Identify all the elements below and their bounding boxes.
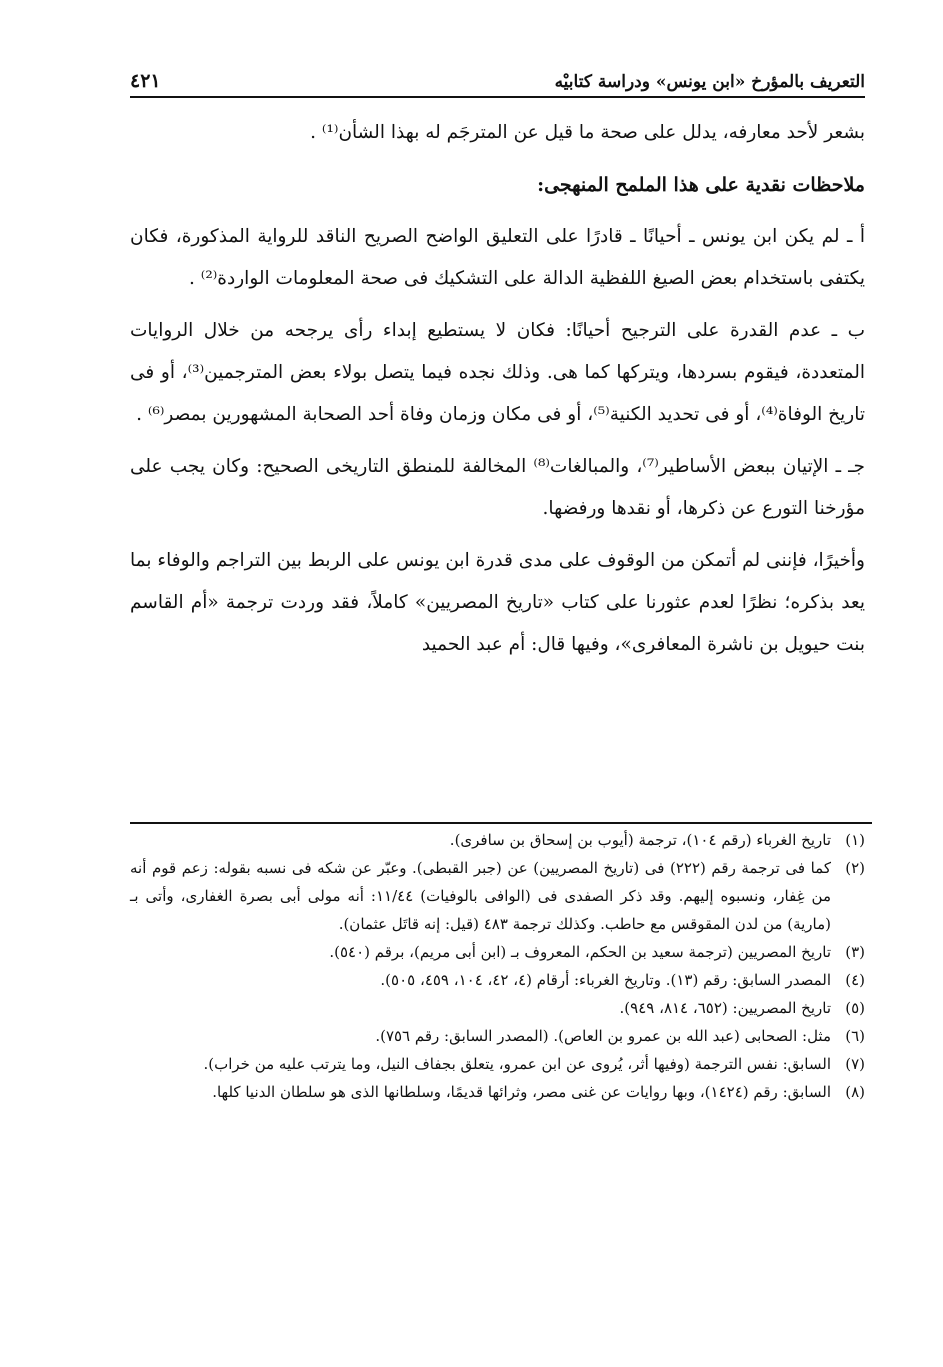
footnote-number: (٢) [845,859,865,877]
paragraph-continuation: بشعر لأحد معارفه، يدلل على صحة ما قيل عن المترجَم له بهذا الشأن⁽¹⁾ . [310,122,865,143]
footnote-text: المصدر السابق: رقم (١٣). وتاريخ الغرباء: أرقام (٤، ٤٢، ١٠٤، ٤٥٩، ٥٠٥). [380,971,831,989]
footnote-text: السابق: نفس الترجمة (وفيها أثر، يُروى عن ابن عمرو، يتعلق بجفاف النيل، وما يترتب عليه من خراب). [203,1055,831,1073]
footnote-number: (٧) [845,1055,865,1073]
footnotes [130,826,865,1106]
footnote-text: السابق: رقم (١٤٢٤)، وبها روايات عن غنى مصر، وثرائها قديمًا، وسلطانها الذى هو سلطان الدنيا كلها. [212,1083,831,1101]
footnote-number: (٨) [845,1083,865,1101]
footnote-text: مثل: الصحابى (عبد الله بن عمرو بن العاص). (المصدر السابق: رقم ٧٥٦). [375,1027,831,1045]
running-header [130,58,865,98]
footnote-text: تاريخ المصريين: (٦٥٢، ٨١٤، ٩٤٩). [619,999,831,1017]
footnote-3 [130,938,865,966]
footnote-8 [130,1078,865,1106]
footnote-text: كما فى ترجمة رقم (٢٢٢) فى (تاريخ المصريين) عن (جبر القبطى). وعبّر عن شكه فى نسبه بقوله: زعم قوم أنه من غِفار، ونسبوه إليهم. وقد ذكر الصفدى فى (الوافى بالوفيات) ١١/٤٤: أنه مولى أبى بصرة الغفارى، وأتى بـ (مارية) من لدن المقوقس مع حاطب. وكذلك ترجمة ٤٨٣ (قيل: إنه قاتَل عثمان). [130,859,831,933]
paragraph-finally: وأخيرًا، فإننى لم أتمكن من الوقوف على مدى قدرة ابن يونس على الربط بين التراجم والوفاء بما يعد بذكره؛ نظرًا لعدم عثورنا على كتاب «تاريخ المصريين» كاملاً، فقد وردت ترجمة «أم القاسم بنت حيويل بن ناشرة المعافرى»، وفيها قال: أم عبد الحميد [130,550,865,655]
paragraph-c: جـ ـ الإتيان ببعض الأساطير⁽⁷⁾، والمبالغات⁽⁸⁾ المخالفة للمنطق التاريخى الصحيح: وكان يجب على مؤرخنا التورع عن ذكرها، أو نقدها ورفضها. [130,456,865,519]
page [130,58,865,676]
footnote-5 [130,994,865,1022]
paragraph-a: أ ـ لم يكن ابن يونس ـ أحيانًا ـ قادرًا على التعليق الواضح الصريح الناقد للرواية المذكورة، فكان يكتفى باستخدام بعض الصيغ اللفظية الدالة على التشكيك فى صحة المعلومات الواردة⁽²⁾ . [130,226,865,289]
footnote-1 [130,826,865,854]
paragraph-b: ب ـ عدم القدرة على الترجيح أحيانًا: فكان لا يستطيع إبداء رأى يرجحه من خلال الروايات المتعددة، فيقوم بسردها، ويتركها كما هى. وذلك نجده فيما يتصل بولاء بعض المترجمين⁽³⁾، أو فى تاريخ الوفاة⁽⁴⁾، أو فى تحديد الكنية⁽⁵⁾، أو فى مكان وزمان وفاة أحد الصحابة المشهورين بمصر⁽⁶⁾ . [130,320,865,425]
footnote-text: تاريخ الغرباء (رقم ١٠٤)، ترجمة (أيوب بن إسحاق بن سافرى). [449,831,831,849]
footnote-7 [130,1050,865,1078]
section-heading: ملاحظات نقدية على هذا الملمح المنهجى: [537,174,865,196]
main-text [130,112,865,666]
footnote-4 [130,966,865,994]
footnote-6 [130,1022,865,1050]
footnote-number: (٤) [845,971,865,989]
footnote-number: (٥) [845,999,865,1017]
footnote-2 [130,854,865,938]
page-number: ٤٢١ [130,70,161,92]
footnote-number: (٦) [845,1027,865,1045]
footnote-number: (١) [845,831,865,849]
footnote-text: تاريخ المصريين (ترجمة سعيد بن الحكم، المعروف بـ (ابن أبى مريم)، برقم (٥٤٠). [329,943,831,961]
footnote-number: (٣) [845,943,865,961]
running-title: التعريف بالمؤرخ «ابن يونس» ودراسة كتابيْه [554,72,865,92]
footnote-separator [130,822,872,824]
